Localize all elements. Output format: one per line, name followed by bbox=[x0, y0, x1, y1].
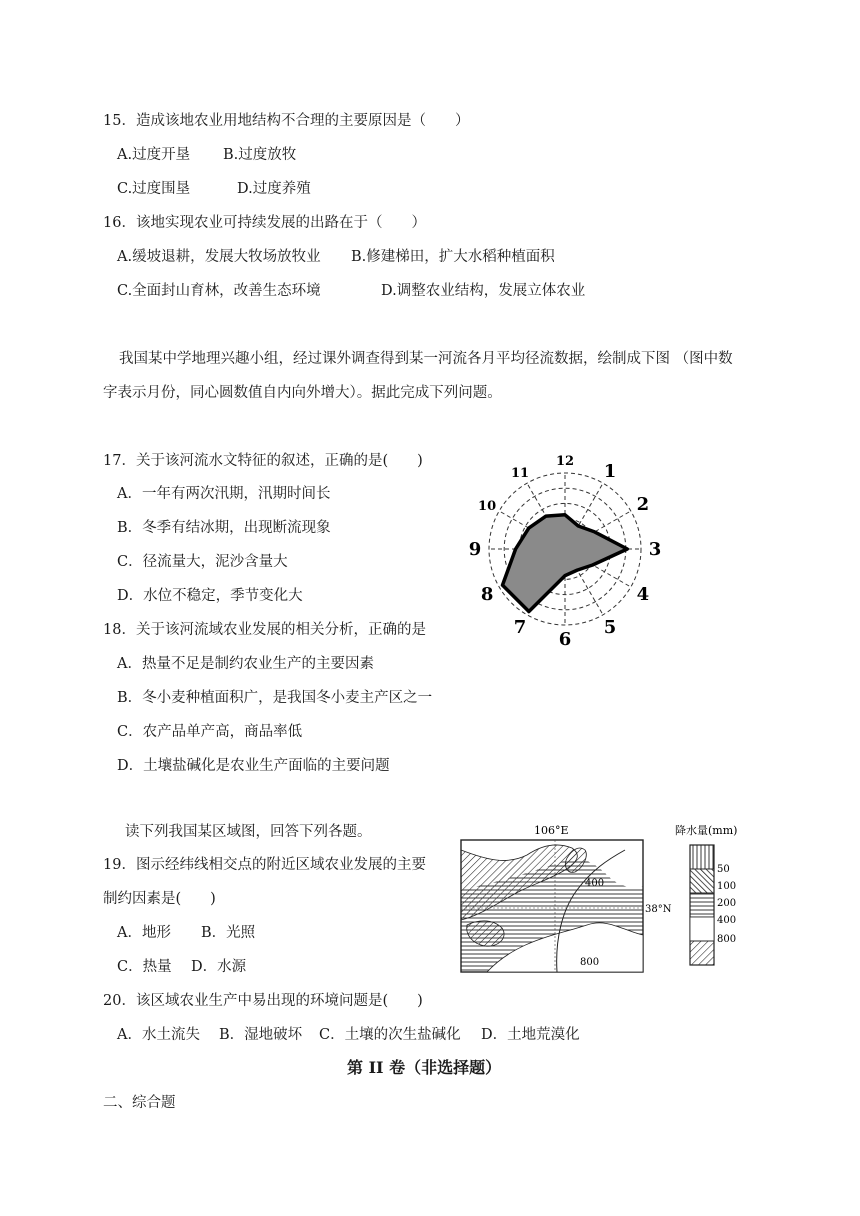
q20-option-b: B．湿地破坏 bbox=[219, 1027, 303, 1043]
intro-line-1: 我国某中学地理兴趣小组，经过课外调查得到某一河流各月平均径流数据，绘制成下图 （图中数 bbox=[119, 351, 733, 367]
month-label-3: 3 bbox=[648, 539, 662, 560]
q18-option-a: A．热量不足是制约农业生产的主要因素 bbox=[117, 656, 374, 672]
month-label-9: 9 bbox=[468, 539, 482, 560]
q17-option-a: A．一年有两次汛期，汛期时间长 bbox=[117, 486, 331, 502]
legend-value-50: 50 bbox=[717, 864, 730, 875]
q19-option-b: B．光照 bbox=[201, 925, 256, 941]
q17-option-c: C．径流量大，泥沙含量大 bbox=[117, 554, 288, 570]
legend-value-200: 200 bbox=[717, 898, 737, 909]
q19-option-d: D．水源 bbox=[191, 959, 247, 975]
month-label-5: 5 bbox=[603, 616, 617, 638]
legend-value-800: 800 bbox=[717, 934, 737, 945]
q17-option-b: B．冬季有结冰期，出现断流现象 bbox=[117, 520, 331, 536]
month-label-12: 12 bbox=[555, 454, 575, 469]
month-label-11: 11 bbox=[510, 466, 530, 482]
q19-stem-line-1: 19．图示经纬线相交点的附近区域农业发展的主要 bbox=[103, 857, 426, 873]
intro2: 读下列我国某区域图，回答下列各题。 bbox=[125, 824, 372, 840]
q16-option-d: D.调整农业结构，发展立体农业 bbox=[381, 283, 586, 299]
q16-option-a: A.缓坡退耕，发展大牧场放牧业 bbox=[117, 249, 321, 265]
month-label-10: 10 bbox=[478, 499, 497, 514]
q20-option-a: A．水土流失 bbox=[117, 1027, 200, 1043]
month-label-2: 2 bbox=[636, 494, 650, 515]
runoff-radar-diagram bbox=[447, 433, 687, 663]
part2-title: 第 II 卷（非选择题） bbox=[347, 1058, 502, 1077]
q16-option-c: C.全面封山育林，改善生态环境 bbox=[117, 283, 321, 299]
q19-option-a: A．地形 bbox=[117, 925, 171, 941]
q19-stem-line-2: 制约因素是( ) bbox=[103, 891, 216, 907]
isohyet-800-label: 800 bbox=[580, 957, 600, 968]
month-label-7: 7 bbox=[513, 616, 527, 638]
latitude-label: 38°N bbox=[645, 904, 672, 915]
q17-stem: 17．关于该河流水文特征的叙述，正确的是( ) bbox=[103, 453, 423, 469]
legend-swatch-5 bbox=[690, 941, 714, 965]
q18-option-b: B．冬小麦种植面积广，是我国冬小麦主产区之一 bbox=[117, 690, 433, 706]
q16-option-b: B.修建梯田，扩大水稻种植面积 bbox=[351, 249, 555, 265]
q15-option-b: B.过度放牧 bbox=[223, 147, 297, 163]
month-label-4: 4 bbox=[636, 584, 650, 605]
q19-option-c: C．热量 bbox=[117, 959, 172, 975]
legend-value-100: 100 bbox=[717, 881, 737, 892]
section2-heading: 二、综合题 bbox=[103, 1095, 176, 1111]
isohyet-400-label: 400 bbox=[585, 878, 605, 889]
legend-title: 降水量(mm) bbox=[675, 824, 738, 837]
q17-option-d: D．水位不稳定，季节变化大 bbox=[117, 588, 303, 604]
legend-value-400: 400 bbox=[717, 915, 737, 926]
legend-swatch-2 bbox=[690, 869, 714, 893]
q20-stem: 20．该区域农业生产中易出现的环境问题是( ) bbox=[103, 993, 423, 1009]
precipitation-map bbox=[447, 820, 767, 980]
legend-swatch-3 bbox=[690, 893, 714, 917]
q18-option-d: D．土壤盐碱化是农业生产面临的主要问题 bbox=[117, 758, 390, 774]
q15-stem: 15．造成该地农业用地结构不合理的主要原因是（ ） bbox=[103, 113, 470, 129]
q15-option-c: C.过度围垦 bbox=[117, 181, 191, 197]
q18-stem: 18．关于该河流域农业发展的相关分析，正确的是 bbox=[103, 622, 426, 638]
legend-swatch-4 bbox=[690, 917, 714, 941]
month-label-1: 1 bbox=[603, 461, 617, 483]
month-label-6: 6 bbox=[558, 629, 572, 650]
month-label-8: 8 bbox=[480, 584, 494, 605]
intro-line-2: 字表示月份，同心圆数值自内向外增大）。据此完成下列问题。 bbox=[103, 385, 502, 401]
q20-option-c: C．土壤的次生盐碱化 bbox=[319, 1027, 461, 1043]
q15-option-d: D.过度养殖 bbox=[237, 181, 311, 197]
q16-stem: 16．该地实现农业可持续发展的出路在于（ ） bbox=[103, 215, 426, 231]
legend-swatch-1 bbox=[690, 845, 714, 869]
longitude-label: 106°E bbox=[534, 824, 569, 837]
q18-option-c: C．农产品单产高，商品率低 bbox=[117, 724, 303, 740]
q15-option-a: A.过度开垦 bbox=[117, 147, 191, 163]
q20-option-d: D．土地荒漠化 bbox=[481, 1027, 580, 1043]
